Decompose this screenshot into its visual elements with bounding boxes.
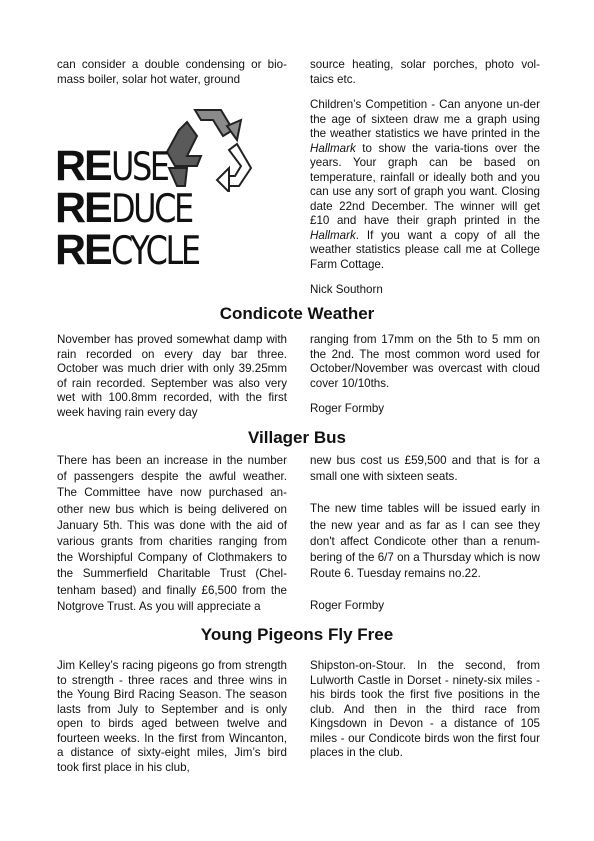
logo-use: USE xyxy=(110,145,168,190)
pigeons-right-text: Shipston-on-Stour. In the second, from Lulworth Castle in Dorset - ninety-six miles - his birds took the first five positions in the club. And then in the third race from Kingsdown in Devon - a distance of 105 miles - our Condicote birds won the first four places in the club. xyxy=(310,659,540,759)
logo-cycle: CYCLE xyxy=(110,229,199,274)
reuse-reduce-recycle-logo xyxy=(55,106,255,272)
bus-right-p2: The new time tables will be issued early in the new year and as far as I can see they don't affect Condicote other than a renum-bering of the 6/7 on a Thursday which is now Route 6. Tuesday remains no.22. xyxy=(310,502,540,581)
bus-heading: Villager Bus xyxy=(248,428,346,447)
hallmark-italic-1: Hallmark xyxy=(310,141,356,155)
intro-right-p1: source heating, solar porches, photo vol-taics etc. xyxy=(310,58,540,86)
competition-text-c: . If you want a copy of all the weather statistics please call me at College Farm Cottage. xyxy=(310,228,540,271)
intro-left-text: can consider a double condensing or bio-mass boiler, solar hot water, ground xyxy=(57,58,287,86)
pigeons-left-text: Jim Kelley’s racing pigeons go from strength to strength - three races and three wins in the Young Bird Racing Season. The season lasts from July to September and is only open to birds aged between twelve and fourteen weeks. In the first from Wincanton, a distance of sixty-eight miles, Jim’s bird took first place in his club, xyxy=(57,659,287,774)
pigeons-heading: Young Pigeons Fly Free xyxy=(200,625,394,644)
weather-right-text: ranging from 17mm on the 5th to 5 mm on the 2nd. The most common word used for October/November was overcast with cloud cover 10/10ths. xyxy=(310,333,540,390)
logo-line-recycle xyxy=(55,226,218,274)
weather-signature: Roger Formby xyxy=(310,402,385,415)
bus-signature: Roger Formby xyxy=(310,599,385,613)
bus-left-column xyxy=(57,453,287,615)
pigeons-left-column xyxy=(57,659,287,775)
weather-heading: Condicote Weather xyxy=(219,304,375,323)
logo-duce: DUCE xyxy=(110,187,192,232)
bus-right-p1: new bus cost us £59,500 and that is for a small one with sixteen seats. xyxy=(310,454,540,484)
intro-signature: Nick Southorn xyxy=(310,283,383,296)
logo-re-1: RE xyxy=(55,142,111,190)
logo-re-3: RE xyxy=(55,226,111,274)
hallmark-italic-2: Hallmark xyxy=(310,228,356,242)
weather-left-column xyxy=(57,333,287,420)
bus-left-text: There has been an increase in the number of passengers despite the awful weather. The Committee have now purchased an-other new bus which is being delivered on January 5th. This was done with the aid of various grants from charities ranging from the Worshipful Company of Clothmakers to the Summerfield Charitable Trust (Chel-tenham based) and finally £6,500 from the Notgrove Trust. As you will appreciate a xyxy=(57,454,287,613)
competition-text-b: to show the varia-tions over the years. Your graph can be based on temperature, rainfall or ideally both and you can use any sort of graph you want. Closing date 22nd December. The winner will get £10 and have their graph printed in the xyxy=(310,141,540,227)
weather-left-text: November has proved somewhat damp with rain recorded on every day bar three. October was much drier with only 39.25mm of rain recorded. September was also very wet with 100.8mm recorded, with the first week having rain every day xyxy=(57,333,287,419)
logo-re-2: RE xyxy=(55,184,111,232)
logo-line-reduce xyxy=(55,184,209,232)
intro-left-column xyxy=(57,58,287,87)
competition-text-a: Children’s Competition - Can anyone un-der the age of sixteen draw me a graph using the weather statistics we have printed in the xyxy=(310,98,540,140)
pigeons-right-column xyxy=(310,659,540,761)
competition-paragraph xyxy=(310,98,540,272)
bus-right-column xyxy=(310,453,540,615)
weather-right-column xyxy=(310,333,540,417)
intro-right-column xyxy=(310,58,540,298)
logo-line-reuse xyxy=(55,142,180,190)
